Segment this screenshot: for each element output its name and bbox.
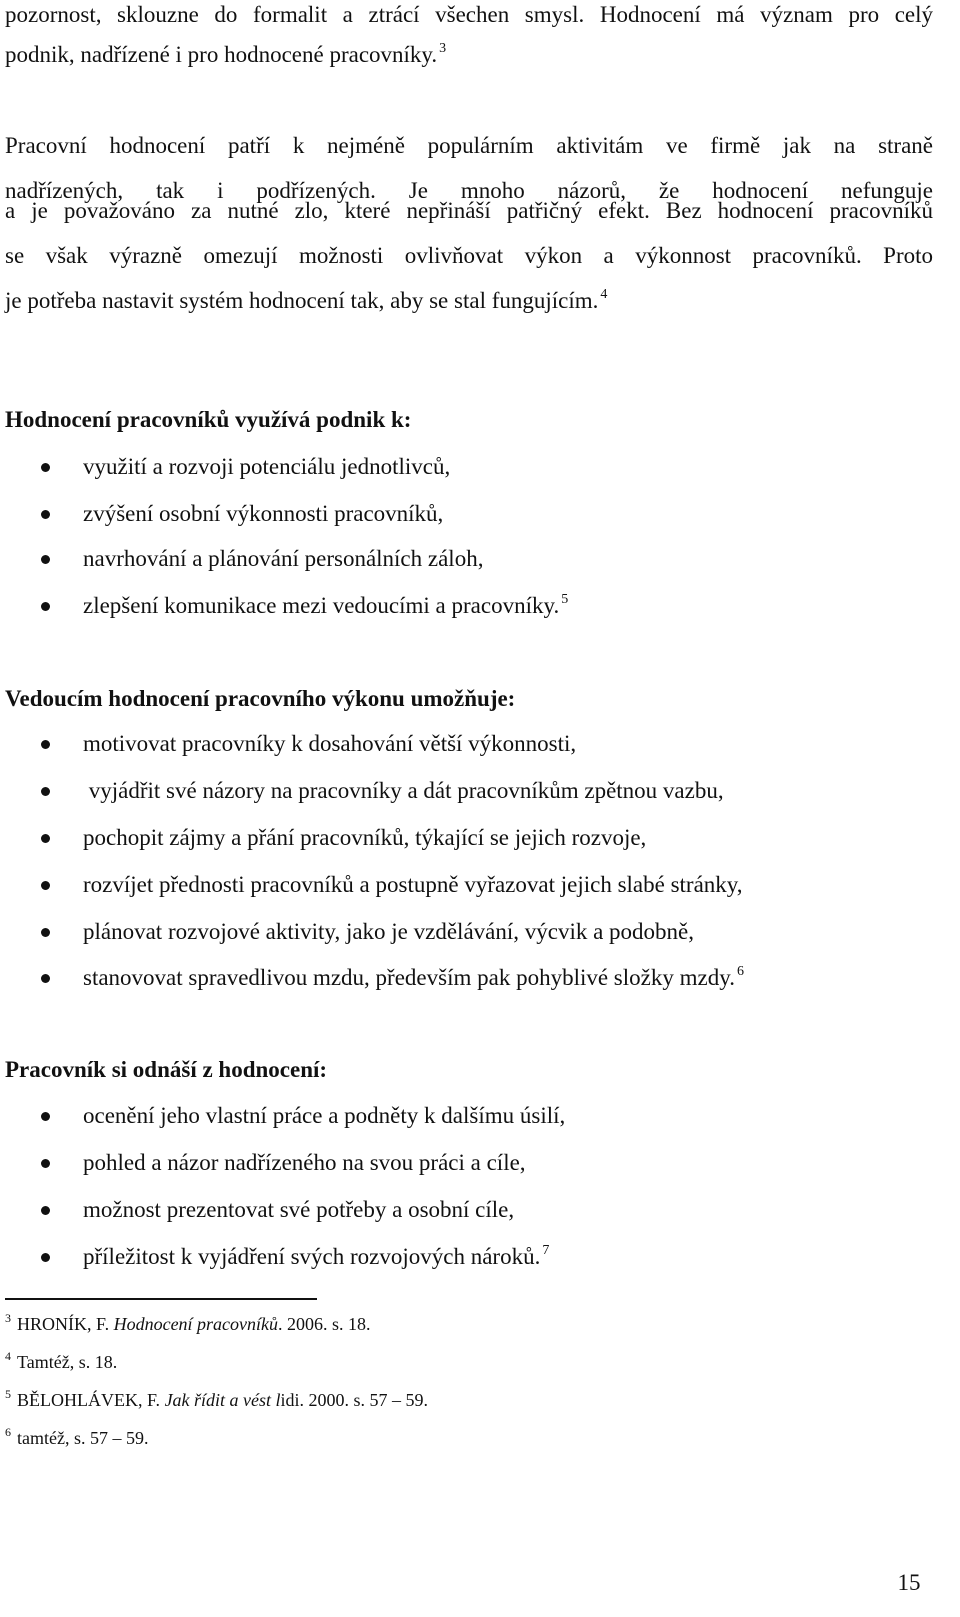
bullet-icon	[41, 928, 50, 937]
list-item: navrhování a plánování personálních záloh,	[0, 544, 930, 574]
section-heading: Vedoucím hodnocení pracovního výkonu umožňuje:	[5, 686, 516, 711]
list-item: zvýšení osobní výkonnosti pracovníků,	[0, 499, 930, 529]
bullet-icon	[41, 602, 50, 611]
footnote: $^4$ Tamtéž, s. 18.	[5, 1349, 118, 1372]
list-item: rozvíjet přednosti pracovníků a postupně vyřazovat jejich slabé stránky,	[0, 870, 930, 900]
paragraph-line: nadřízených, tak i podřízených. Je mnoho názorů, že hodnocení nefunguje	[5, 178, 933, 203]
bullet-icon	[41, 1206, 50, 1215]
list-item: využití a rozvoji potenciálu jednotlivců,	[0, 452, 930, 482]
footnote-ref: 6	[736, 964, 744, 979]
list-item: stanovovat spravedlivou mzdu, především pak pohyblivé složky mzdy. $^6$	[0, 963, 930, 993]
section-heading: Hodnocení pracovníků využívá podnik k:	[5, 407, 412, 432]
paragraph-line: se však výrazně omezují možnosti ovlivňovat výkon a výkonnost pracovníků. Proto	[5, 243, 933, 268]
bullet-icon	[41, 555, 50, 564]
bullet-icon	[41, 1253, 50, 1262]
paragraph-line: je potřeba nastavit systém hodnocení tak, aby se stal fungujícím. $^4$	[5, 287, 608, 313]
list-item: plánovat rozvojové aktivity, jako je vzdělávání, výcvik a podobně,	[0, 917, 930, 947]
bullet-icon	[41, 1159, 50, 1168]
list-item: ocenění jeho vlastní práce a podněty k dalšímu úsilí,	[0, 1101, 930, 1131]
footnote-ref: 3	[439, 41, 447, 56]
paragraph-line: pozornost, sklouzne do formalit a ztrácí všechen smysl. Hodnocení má význam pro celý	[5, 2, 933, 27]
list-item: příležitost k vyjádření svých rozvojových nároků. $^7$	[0, 1242, 930, 1272]
page-number: 15	[897, 1570, 921, 1595]
footnote-ref: 5	[561, 592, 569, 607]
list-item: pochopit zájmy a přání pracovníků, týkající se jejich rozvoje,	[0, 823, 930, 853]
footnote: $^6$ tamtéž, s. 57 – 59.	[5, 1425, 149, 1448]
bullet-icon	[41, 1112, 50, 1121]
bullet-icon	[41, 834, 50, 843]
list-item: možnost prezentovat své potřeby a osobní cíle,	[0, 1195, 930, 1225]
footnote-ref: 7	[542, 1243, 550, 1258]
bullet-icon	[41, 787, 50, 796]
bullet-icon	[41, 463, 50, 472]
bullet-icon	[41, 740, 50, 749]
list-item: motivovat pracovníky k dosahování větší výkonnosti,	[0, 729, 930, 759]
paragraph-line: Pracovní hodnocení patří k nejméně populárním aktivitám ve firmě jak na straně	[5, 133, 933, 158]
paragraph-line: podnik, nadřízené i pro hodnocené pracovníky. $^3$	[5, 41, 447, 67]
list-item: vyjádřit své názory na pracovníky a dát pracovníkům zpětnou vazbu,	[0, 776, 930, 806]
footnote-separator	[5, 1298, 317, 1300]
bullet-icon	[41, 510, 50, 519]
bullet-icon	[41, 974, 50, 983]
footnote: $^5$ BĚLOHLÁVEK, F. Jak řídit a vést lidi. 2000. s. 57 – 59.	[5, 1387, 429, 1410]
paragraph-line: a je považováno za nutné zlo, které nepřináší patřičný efekt. Bez hodnocení pracovníků	[5, 198, 933, 223]
list-item: pohled a názor nadřízeného na svou práci a cíle,	[0, 1148, 930, 1178]
section-heading: Pracovník si odnáší z hodnocení:	[5, 1057, 328, 1082]
footnote: $^3$ HRONÍK, F. Hodnocení pracovníků. 2006. s. 18.	[5, 1311, 371, 1334]
list-item: zlepšení komunikace mezi vedoucími a pracovníky. $^5$	[0, 591, 930, 621]
bullet-icon	[41, 881, 50, 890]
footnote-ref: 4	[600, 287, 608, 302]
